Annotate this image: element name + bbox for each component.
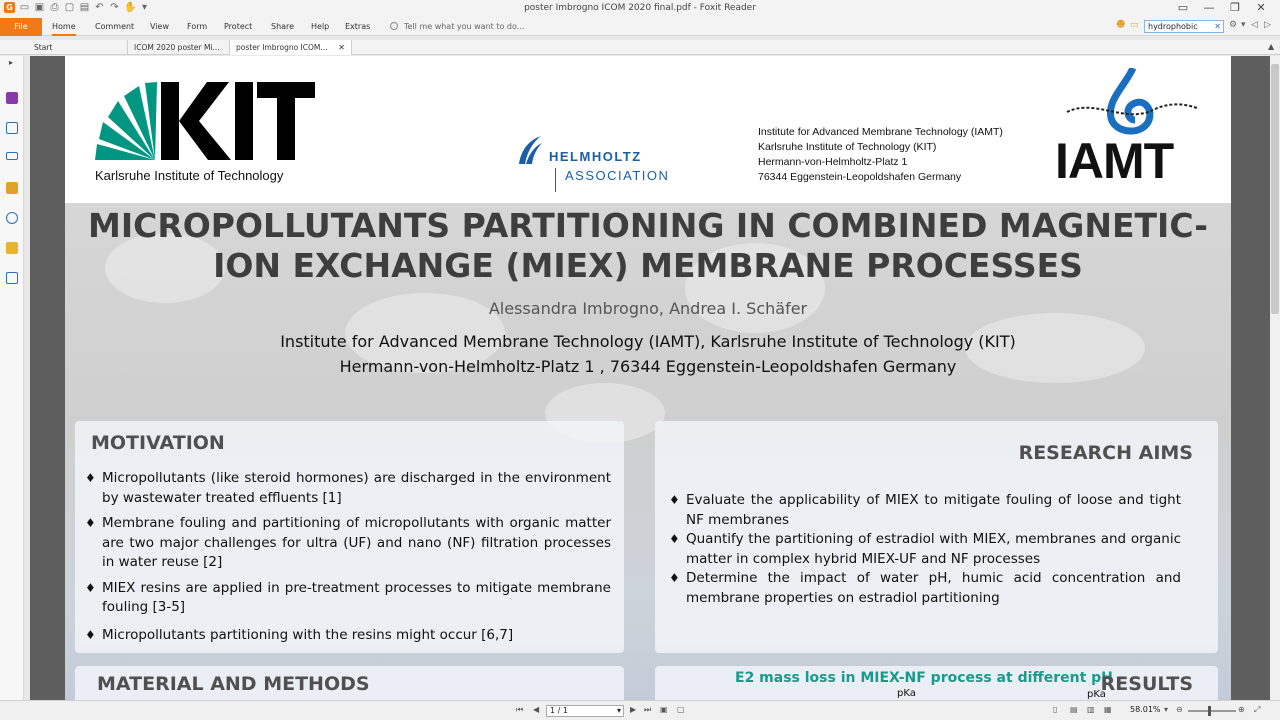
pdf-icon[interactable]: ▤ xyxy=(79,2,90,13)
poster-affiliation xyxy=(65,329,1231,379)
helmholtz-name: HELMHOLTZ xyxy=(549,149,642,164)
list-item: ♦ Quantify the partitioning of estradiol with MIEX, membranes and organic matter in complex hybrid MIEX-UF and NF processes xyxy=(669,530,1181,569)
pka-label: pKa xyxy=(1087,689,1106,700)
next-result-icon[interactable]: ▷ xyxy=(1264,20,1271,30)
iamt-logo-text: IAMT xyxy=(1055,133,1174,189)
left-sidebar xyxy=(0,56,24,700)
doc-tab-label: ICOM 2020 poster Mi... xyxy=(134,43,220,52)
research-aims-title: RESEARCH AIMS xyxy=(1018,442,1193,464)
redo-icon[interactable]: ↷ xyxy=(110,2,119,13)
zoom-slider[interactable] xyxy=(1188,710,1236,712)
close-tab-icon[interactable]: ✕ xyxy=(338,43,345,52)
institute-line: Institute for Advanced Membrane Technology (IAMT) xyxy=(758,126,1003,138)
institute-line: Hermann-von-Helmholtz-Platz 1 xyxy=(758,156,908,168)
tab-view[interactable]: View xyxy=(150,22,169,31)
zoom-dropdown-icon[interactable]: ▾ xyxy=(1164,705,1169,714)
affiliation-line: Institute for Advanced Membrane Technology (IAMT), Karlsruhe Institute of Technology (KIT) xyxy=(280,332,1016,351)
poster-title-line: MICROPOLLUTANTS PARTITIONING IN COMBINED MAGNETIC- xyxy=(88,206,1208,245)
next-page-icon[interactable]: ▶ xyxy=(630,705,637,714)
gear-icon[interactable]: ⚙ xyxy=(1229,20,1238,30)
tab-home[interactable]: Home xyxy=(52,18,76,36)
motivation-list xyxy=(85,469,611,645)
document-tabs xyxy=(0,40,1280,55)
pdf-page xyxy=(65,56,1231,700)
zoom-in-icon[interactable]: ⊕ xyxy=(1238,705,1245,714)
results-chart-title: E2 mass loss in MIEX-NF process at different pH xyxy=(735,670,1113,686)
list-item: ♦ Determine the impact of water pH, humic acid concentration and membrane properties on estradiol partitioning xyxy=(669,569,1181,608)
page-view-icon[interactable]: ▣ xyxy=(660,705,668,714)
save-icon[interactable]: ▣ xyxy=(34,2,45,13)
fullscreen-icon[interactable]: ⤢ xyxy=(1254,705,1261,714)
new-icon[interactable]: ▢ xyxy=(64,2,75,13)
tab-list-icon[interactable]: ▲ xyxy=(1268,42,1275,51)
facing-page-icon[interactable]: ▥ xyxy=(1087,705,1095,714)
open-icon[interactable]: ▭ xyxy=(19,2,30,13)
close-button[interactable]: ✕ xyxy=(1256,1,1266,14)
list-item: ♦ MIEX resins are applied in pre-treatment processes to mitigate membrane fouling [3-5] xyxy=(85,579,611,618)
foxit-logo-icon: G xyxy=(4,2,15,13)
facing-continuous-icon[interactable]: ▦ xyxy=(1104,705,1112,714)
first-page-icon[interactable]: ⏮ xyxy=(516,705,524,714)
bookmark-icon[interactable] xyxy=(6,92,18,104)
folder-icon[interactable]: ▭ xyxy=(1130,20,1139,30)
affiliation-line: Hermann-von-Helmholtz-Platz 1 , 76344 Eggenstein-Leopoldshafen Germany xyxy=(339,357,957,376)
lightbulb-icon xyxy=(390,22,398,30)
clear-search-icon[interactable]: ✕ xyxy=(1214,22,1221,31)
ribbon-options-icon[interactable]: ▭ xyxy=(1177,1,1189,14)
tab-protect[interactable]: Protect xyxy=(224,22,253,31)
search-value: hydrophobic xyxy=(1148,22,1198,31)
scrollbar-thumb[interactable] xyxy=(1271,64,1279,314)
page-number: 1 / 1 xyxy=(550,706,568,715)
tell-me-text: Tell me what you want to do... xyxy=(404,22,525,31)
signature-icon[interactable] xyxy=(6,272,18,284)
kit-logo-icon xyxy=(95,82,315,162)
document-view[interactable] xyxy=(30,56,1270,700)
institute-line: 76344 Eggenstein-Leopoldshafen Germany xyxy=(758,171,962,183)
expand-panel-icon[interactable]: ▸ xyxy=(9,58,14,67)
zoom-level[interactable]: 58.01% xyxy=(1130,705,1161,714)
ribbon-tabs xyxy=(0,18,1280,36)
minimize-button[interactable]: — xyxy=(1203,1,1215,14)
doc-tab-label: Start xyxy=(34,43,53,52)
tab-file[interactable]: File xyxy=(0,18,42,36)
tab-comment[interactable]: Comment xyxy=(95,22,135,31)
zoom-slider-thumb[interactable] xyxy=(1208,706,1211,716)
iamt-droplet-icon xyxy=(1065,68,1200,138)
prev-page-icon[interactable]: ◀ xyxy=(533,705,540,714)
tab-extras[interactable]: Extras xyxy=(345,22,371,31)
poster-authors: Alessandra Imbrogno, Andrea I. Schäfer xyxy=(488,299,808,318)
title-bar xyxy=(0,0,1280,18)
security-icon[interactable] xyxy=(6,242,18,254)
list-item: ♦ Evaluate the applicability of MIEX to mitigate fouling of loose and tight NF membranes xyxy=(669,491,1181,530)
customize-arrow-icon[interactable]: ▾ xyxy=(141,2,148,13)
helmholtz-association: ASSOCIATION xyxy=(565,168,670,183)
list-item: ♦ Micropollutants (like steroid hormones) are discharged in the environment by wastewater treated effluents [1] xyxy=(85,469,611,508)
institute-line: Karlsruhe Institute of Technology (KIT) xyxy=(758,141,937,153)
window-controls xyxy=(1170,1,1274,15)
search-input[interactable] xyxy=(1144,20,1224,33)
research-aims-list xyxy=(669,491,1181,608)
doc-tab-start[interactable] xyxy=(28,40,128,55)
maximize-button[interactable]: ❐ xyxy=(1230,1,1240,14)
helmholtz-divider xyxy=(555,168,556,192)
poster-header xyxy=(65,56,1231,203)
list-item: ♦ Micropollutants partitioning with the resins might occur [6,7] xyxy=(85,626,611,646)
kit-subtitle: Karlsruhe Institute of Technology xyxy=(95,168,284,183)
last-page-icon[interactable]: ⏭ xyxy=(644,705,652,714)
list-item: ♦ Membrane fouling and partitioning of micropollutants with organic matter are two major challenges for ultra (UF) and nano (NF) filtration processes in water reuse [2] xyxy=(85,514,611,573)
layers-icon[interactable] xyxy=(6,152,18,160)
results-title: RESULTS xyxy=(1100,673,1193,695)
attachments-icon[interactable] xyxy=(6,212,18,224)
tab-share[interactable]: Share xyxy=(271,22,295,31)
institute-address xyxy=(758,125,1003,185)
doc-tab-label: poster Imbrogno ICOM... xyxy=(236,43,328,52)
page-number-input[interactable] xyxy=(546,705,624,717)
helmholtz-logo-icon xyxy=(517,134,543,166)
single-page-icon[interactable]: ▯ xyxy=(1053,705,1058,714)
methods-title: MATERIAL AND METHODS xyxy=(97,673,370,695)
pka-label: pKa xyxy=(897,688,916,699)
undo-icon[interactable]: ↶ xyxy=(95,2,104,13)
motivation-title: MOTIVATION xyxy=(91,432,225,454)
page-dropdown-icon[interactable]: ▾ xyxy=(616,706,621,715)
status-bar xyxy=(0,700,1280,720)
poster-title-line: ION EXCHANGE (MIEX) MEMBRANE PROCESSES xyxy=(213,246,1083,285)
doc-tab-active[interactable] xyxy=(230,40,352,55)
prev-result-icon[interactable]: ◁ xyxy=(1251,20,1258,30)
tab-help[interactable]: Help xyxy=(311,22,330,31)
search-options-icon[interactable]: ▾ xyxy=(1241,20,1246,30)
poster-title xyxy=(65,206,1231,286)
doc-tab-icom-poster[interactable] xyxy=(128,40,230,55)
two-page-icon[interactable]: ▢ xyxy=(677,705,685,714)
tab-form[interactable]: Form xyxy=(187,22,208,31)
smiley-icon[interactable]: ☻ xyxy=(1116,20,1126,30)
tell-me-box[interactable] xyxy=(390,18,524,36)
window-title: poster Imbrogno ICOM 2020 final.pdf - Foxit Reader xyxy=(524,3,756,13)
pages-icon[interactable] xyxy=(6,122,18,134)
hand-tool-icon[interactable]: ✋ xyxy=(124,2,137,13)
continuous-page-icon[interactable]: ▤ xyxy=(1070,705,1078,714)
print-icon[interactable]: ⎙ xyxy=(50,2,59,13)
comments-icon[interactable] xyxy=(6,182,18,194)
zoom-out-icon[interactable]: ⊖ xyxy=(1176,705,1183,714)
